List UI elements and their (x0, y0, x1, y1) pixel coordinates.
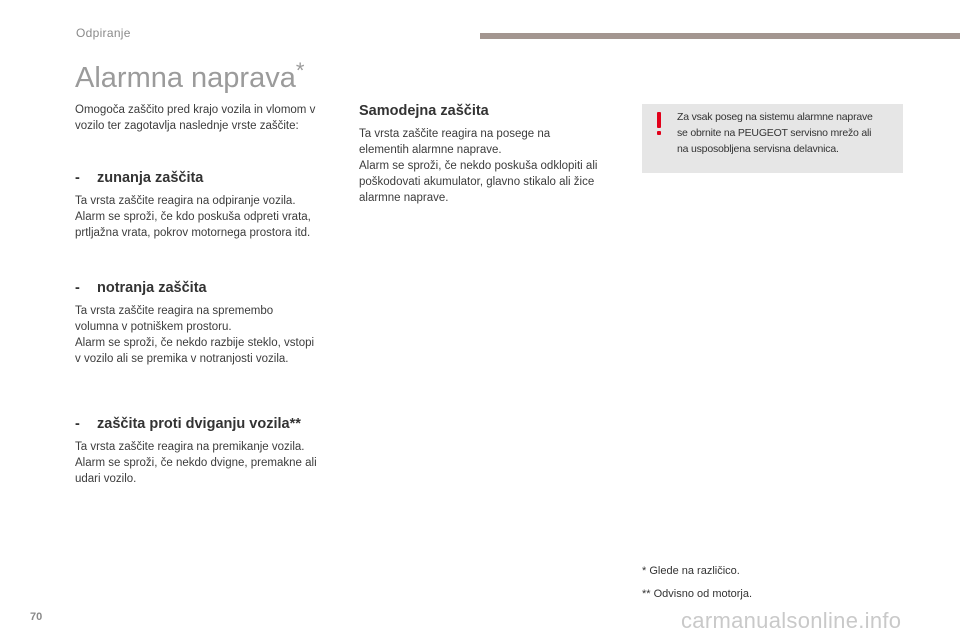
self-protection-line: elementih alarmne naprave. (359, 144, 502, 156)
warning-line: Za vsak poseg na sistemu alarmne naprave (677, 111, 873, 123)
heading-dash: - (75, 280, 80, 296)
self-protection-line: alarmne naprave. (359, 192, 449, 204)
warning-line: na usposobljena servisna delavnica. (677, 143, 839, 155)
lift-section (75, 416, 340, 487)
lift-line: Alarm se sproži, če nekdo dvigne, premakne ali (75, 457, 317, 469)
warning-text (677, 109, 899, 157)
self-protection-line: poškodovati akumulator, glavno stikalo ali žice (359, 176, 595, 188)
intro-line: vozilo ter zagotavlja naslednje vrste zaščite: (75, 120, 299, 132)
page-title-star: * (295, 58, 305, 83)
exterior-heading (75, 170, 340, 186)
interior-heading-text: notranja zaščita (97, 280, 207, 296)
exterior-line: prtljažna vrata, pokrov motornega prostora itd. (75, 227, 311, 239)
lift-line: udari vozilo. (75, 473, 137, 485)
section-label: Odpiranje (76, 26, 131, 40)
self-protection-line: Alarm se sproži, če nekdo poskuša odklopiti ali (359, 160, 598, 172)
interior-line: volumna v potniškem prostoru. (75, 321, 232, 333)
intro-line: Omogoča zaščito pred krajo vozila in vlomom v (75, 104, 316, 116)
footnote-version: * Glede na različico. (642, 565, 740, 577)
intro-paragraph (75, 102, 340, 134)
heading-dash: - (75, 416, 80, 432)
page-number: 70 (30, 611, 43, 623)
warning-line: se obrnite na PEUGEOT servisno mrežo ali (677, 127, 872, 139)
interior-line: v vozilo ali se premika v notranjosti vozila. (75, 353, 289, 365)
header-bar (480, 33, 960, 39)
interior-line: Alarm se sproži, če nekdo razbije steklo, vstopi (75, 337, 315, 349)
lift-line: Ta vrsta zaščite reagira na premikanje vozila. (75, 441, 305, 453)
exclamation-icon (656, 112, 662, 136)
interior-heading (75, 280, 340, 296)
watermark: carmanualsonline.info (681, 608, 902, 633)
footnote-engine: ** Odvisno od motorja. (642, 588, 753, 600)
page-title-text: Alarmna naprava (75, 62, 296, 94)
lift-heading-text: zaščita proti dviganju vozila** (97, 416, 301, 432)
exterior-heading-text: zunanja zaščita (97, 170, 204, 186)
interior-line: Ta vrsta zaščite reagira na spremembo (75, 305, 274, 317)
exterior-line: Ta vrsta zaščite reagira na odpiranje vozila. (75, 195, 296, 207)
interior-section (75, 280, 340, 367)
exterior-line: Alarm se sproži, če kdo poskuša odpreti vrata, (75, 211, 311, 223)
self-protection-heading: Samodejna zaščita (359, 103, 489, 119)
heading-dash: - (75, 170, 80, 186)
lift-heading (75, 416, 340, 432)
warning-box (642, 104, 903, 173)
self-protection-line: Ta vrsta zaščite reagira na posege na (359, 128, 551, 140)
page-title (75, 58, 305, 95)
exterior-section (75, 170, 340, 241)
self-protection-section (359, 103, 621, 206)
